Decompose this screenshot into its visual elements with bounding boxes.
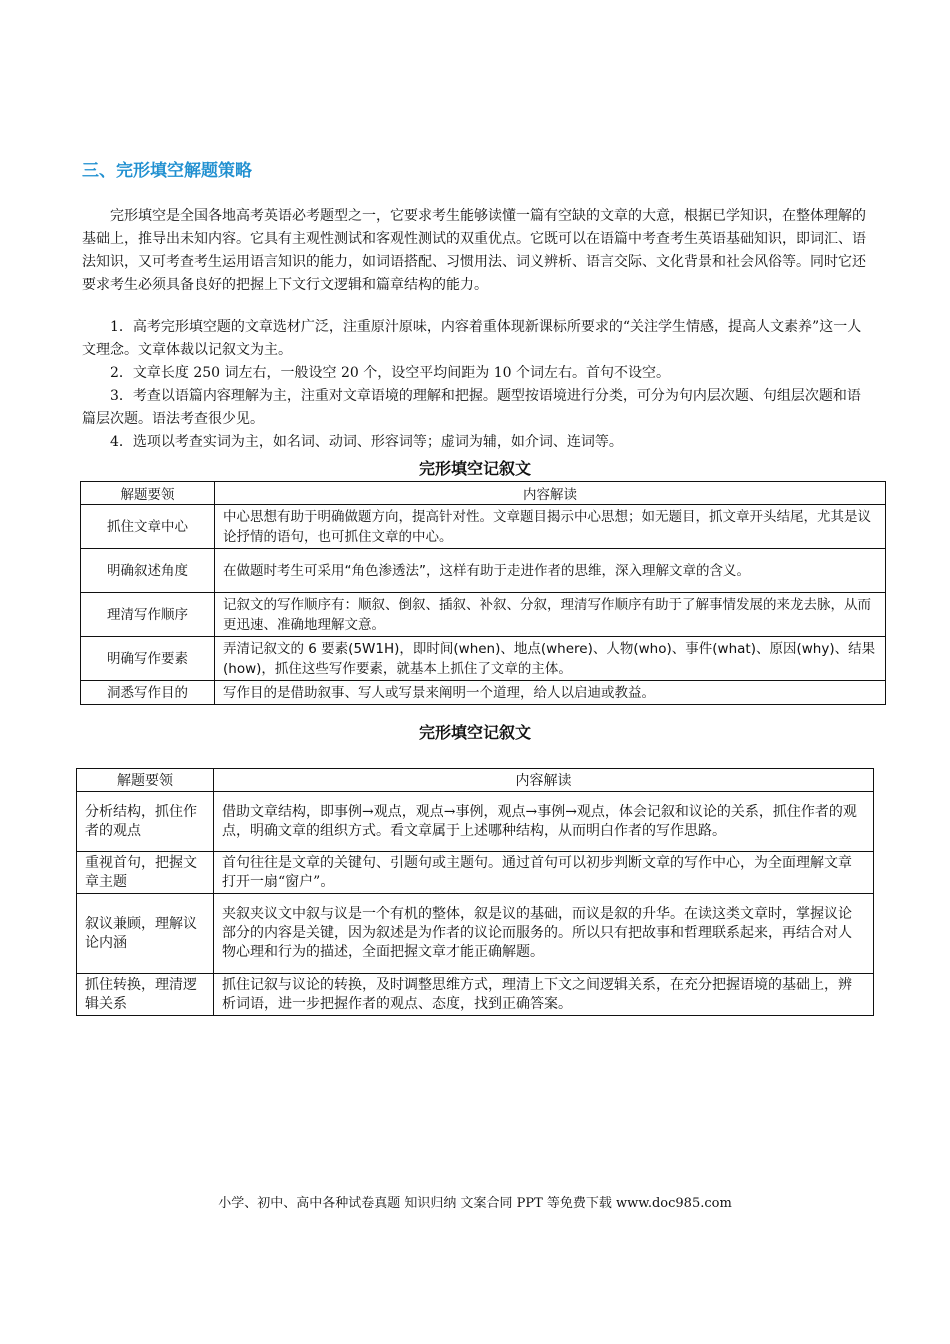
row-value: 首句往往是文章的关键句、引题句或主题句。通过首句可以初步判断文章的写作中心，为全面理解文章打开一扇“窗户”。 — [214, 852, 874, 894]
row-key: 理清写作顺序 — [81, 593, 215, 637]
narrative-table — [80, 481, 886, 705]
row-key: 分析结构，抓住作者的观点 — [77, 792, 214, 852]
point-paragraph-2: 2．文章长度 250 词左右，一般设空 20 个，设空平均间距为 10 个词左右。首句不设空。 — [110, 365, 670, 381]
row-value: 写作目的是借助叙事、写人或写景来阐明一个道理，给人以启迪或教益。 — [215, 681, 886, 705]
row-value: 抓住记叙与议论的转换，及时调整思维方式，理清上下文之间逻辑关系，在充分把握语境的基础上，辨析词语，进一步把握作者的观点、态度，找到正确答案。 — [214, 974, 874, 1016]
row-value: 中心思想有助于明确做题方向，提高针对性。文章题目揭示中心思想；如无题目，抓文章开头结尾，尤其是议论抒情的语句，也可抓住文章的中心。 — [215, 505, 886, 549]
table-row — [77, 792, 874, 852]
table1-title: 完形填空记叙文 — [418, 459, 531, 478]
row-key: 洞悉写作目的 — [81, 681, 215, 705]
row-key: 明确写作要素 — [81, 637, 215, 681]
row-value: 弄清记叙文的 6 要素(5W1H)，即时间(when)、地点(where)、人物(who)、事件(what)、原因(why)、结果(how)，抓住这些写作要素，就基本上抓住了文章的主体。 — [215, 637, 886, 681]
table-row — [81, 637, 886, 681]
section-heading: 三、完形填空解题策略 — [82, 161, 252, 181]
table-row — [81, 505, 886, 549]
row-value: 记叙文的写作顺序有：顺叙、倒叙、插叙、补叙、分叙，理清写作顺序有助于了解事情发展的来龙去脉，从而更迅速、准确地理解文意。 — [215, 593, 886, 637]
row-key: 明确叙述角度 — [81, 549, 215, 593]
footer-text: 小学、初中、高中各种试卷真题 知识归纳 文案合同 PPT 等免费下载 www.doc985.com — [218, 1196, 732, 1211]
point-paragraph-3: 3．考查以语篇内容理解为主，注重对文章语境的理解和把握。题型按语境进行分类，可分为句内层次题、句组层次题和语篇层次题。语法考查很少见。 — [82, 388, 861, 427]
table-row — [77, 974, 874, 1016]
row-value: 借助文章结构，即事例→观点，观点→事例，观点→事例→观点，体会记叙和议论的关系，抓住作者的观点，明确文章的组织方式。看文章属于上述哪种结构，从而明白作者的写作思路。 — [214, 792, 874, 852]
row-key: 重视首句，把握文章主题 — [77, 852, 214, 894]
header-value: 内容解读 — [215, 482, 886, 505]
point-paragraph-4: 4．选项以考查实词为主，如名词、动词、形容词等；虚词为辅，如介词、连词等。 — [110, 434, 623, 450]
intro-paragraph: 完形填空是全国各地高考英语必考题型之一，它要求考生能够读懂一篇有空缺的文章的大意，根据已学知识，在整体理解的基础上，推导出未知内容。它具有主观性测试和客观性测试的双重优点。它既可以在语篇中考查考生英语基础知识，即词汇、语法知识，又可考查考生运用语言知识的能力，如词语搭配、习惯用法、词义辨析、语言交际、文化背景和社会风俗等。同时它还要求考生必须具备良好的把握上下文行文逻辑和篇章结构的能力。 — [82, 208, 866, 293]
row-key: 抓住文章中心 — [81, 505, 215, 549]
table-row — [81, 593, 886, 637]
row-value: 夹叙夹议文中叙与议是一个有机的整体，叙是议的基础，而议是叙的升华。在读这类文章时，掌握议论部分的内容是关键，因为叙述是为作者的议论而服务的。所以只有把故事和哲理联系起来，再结合对人物心理和行为的描述，全面把握文章才能正确解题。 — [214, 894, 874, 974]
row-key: 抓住转换，理清逻辑关系 — [77, 974, 214, 1016]
argument-table — [76, 768, 874, 1016]
row-value: 在做题时考生可采用“角色渗透法”，这样有助于走进作者的思维，深入理解文章的含义。 — [215, 549, 886, 593]
point-paragraph-1: 1．高考完形填空题的文章选材广泛，注重原汁原味，内容着重体现新课标所要求的“关注学生情感，提高人文素养”这一人文理念。文章体裁以记叙文为主。 — [82, 319, 862, 358]
table-row — [77, 894, 874, 974]
table-header-row — [77, 769, 874, 792]
table-row — [77, 852, 874, 894]
table-row — [81, 681, 886, 705]
header-value: 内容解读 — [214, 769, 874, 792]
row-key: 叙议兼顾，理解议论内涵 — [77, 894, 214, 974]
table-header-row — [81, 482, 886, 505]
header-key: 解题要领 — [81, 482, 215, 505]
table2-title: 完形填空记叙文 — [418, 723, 531, 742]
table-row — [81, 549, 886, 593]
header-key: 解题要领 — [77, 769, 214, 792]
